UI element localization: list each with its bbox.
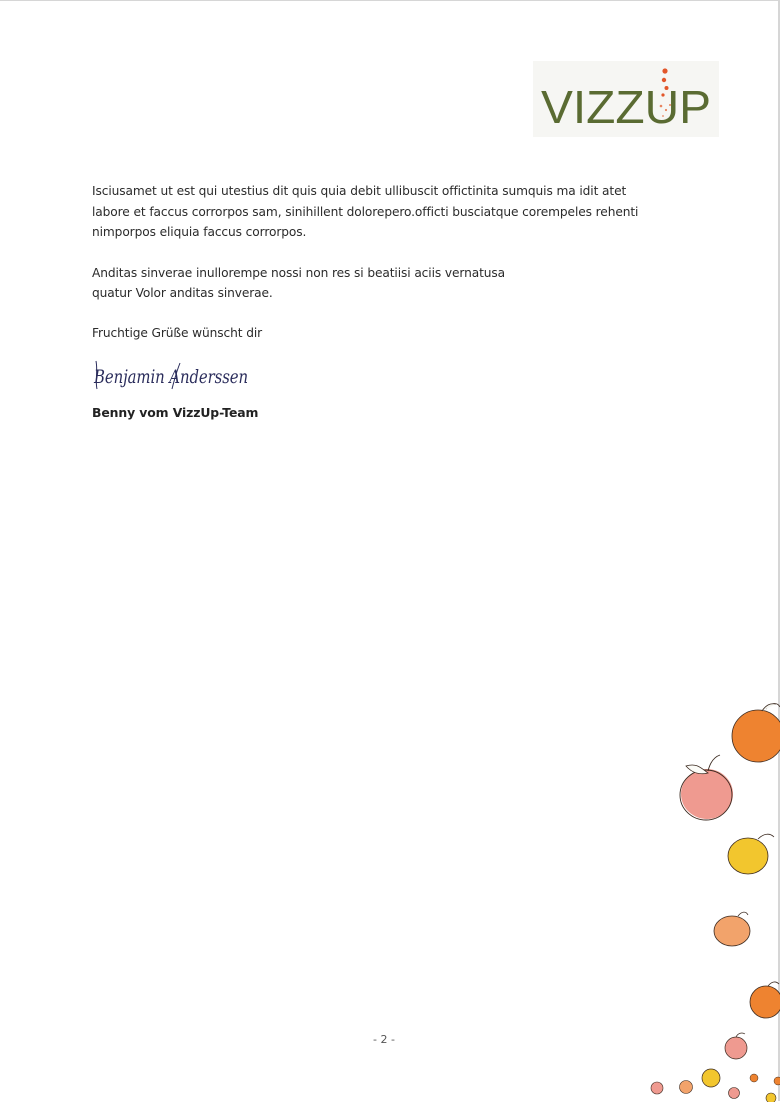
paragraph-2 (92, 263, 512, 304)
paragraph-2-line-1: Anditas sinverae inullorempe nossi non res si beatiisi aciis vernatusa (92, 265, 506, 280)
page-number: - 2 - (373, 1033, 395, 1046)
logo-text: VIZZUP (541, 81, 711, 133)
paragraph-2-line-2: quatur Volor anditas sinverae. (92, 286, 273, 300)
vizzup-logo (533, 61, 719, 137)
apple-icon (680, 755, 733, 820)
greeting: Fruchtige Grüße wünscht dir (92, 325, 263, 340)
letter-body (92, 181, 652, 424)
signature-text: Benjamin Anderssen (93, 366, 248, 388)
orange-small-icon (750, 982, 780, 1018)
fruit-illustrations (640, 691, 780, 1102)
tiny-fruits-icon (651, 1033, 780, 1102)
orange-icon (732, 704, 780, 763)
peach-icon (714, 912, 750, 946)
paragraph-1: Isciusamet ut est qui utestius dit quis quia debit ullibuscit offictinita sumquis ma idit atet labore et faccus corrorpos sam, sinihillent dolorepero.officti busciatque corempeles rehenti nimporpos eliquia faccus corrorpos. (92, 184, 639, 239)
lemon-icon (728, 834, 774, 874)
sender-name: Benny vom VizzUp-Team (92, 405, 259, 420)
signature-image (92, 351, 652, 403)
